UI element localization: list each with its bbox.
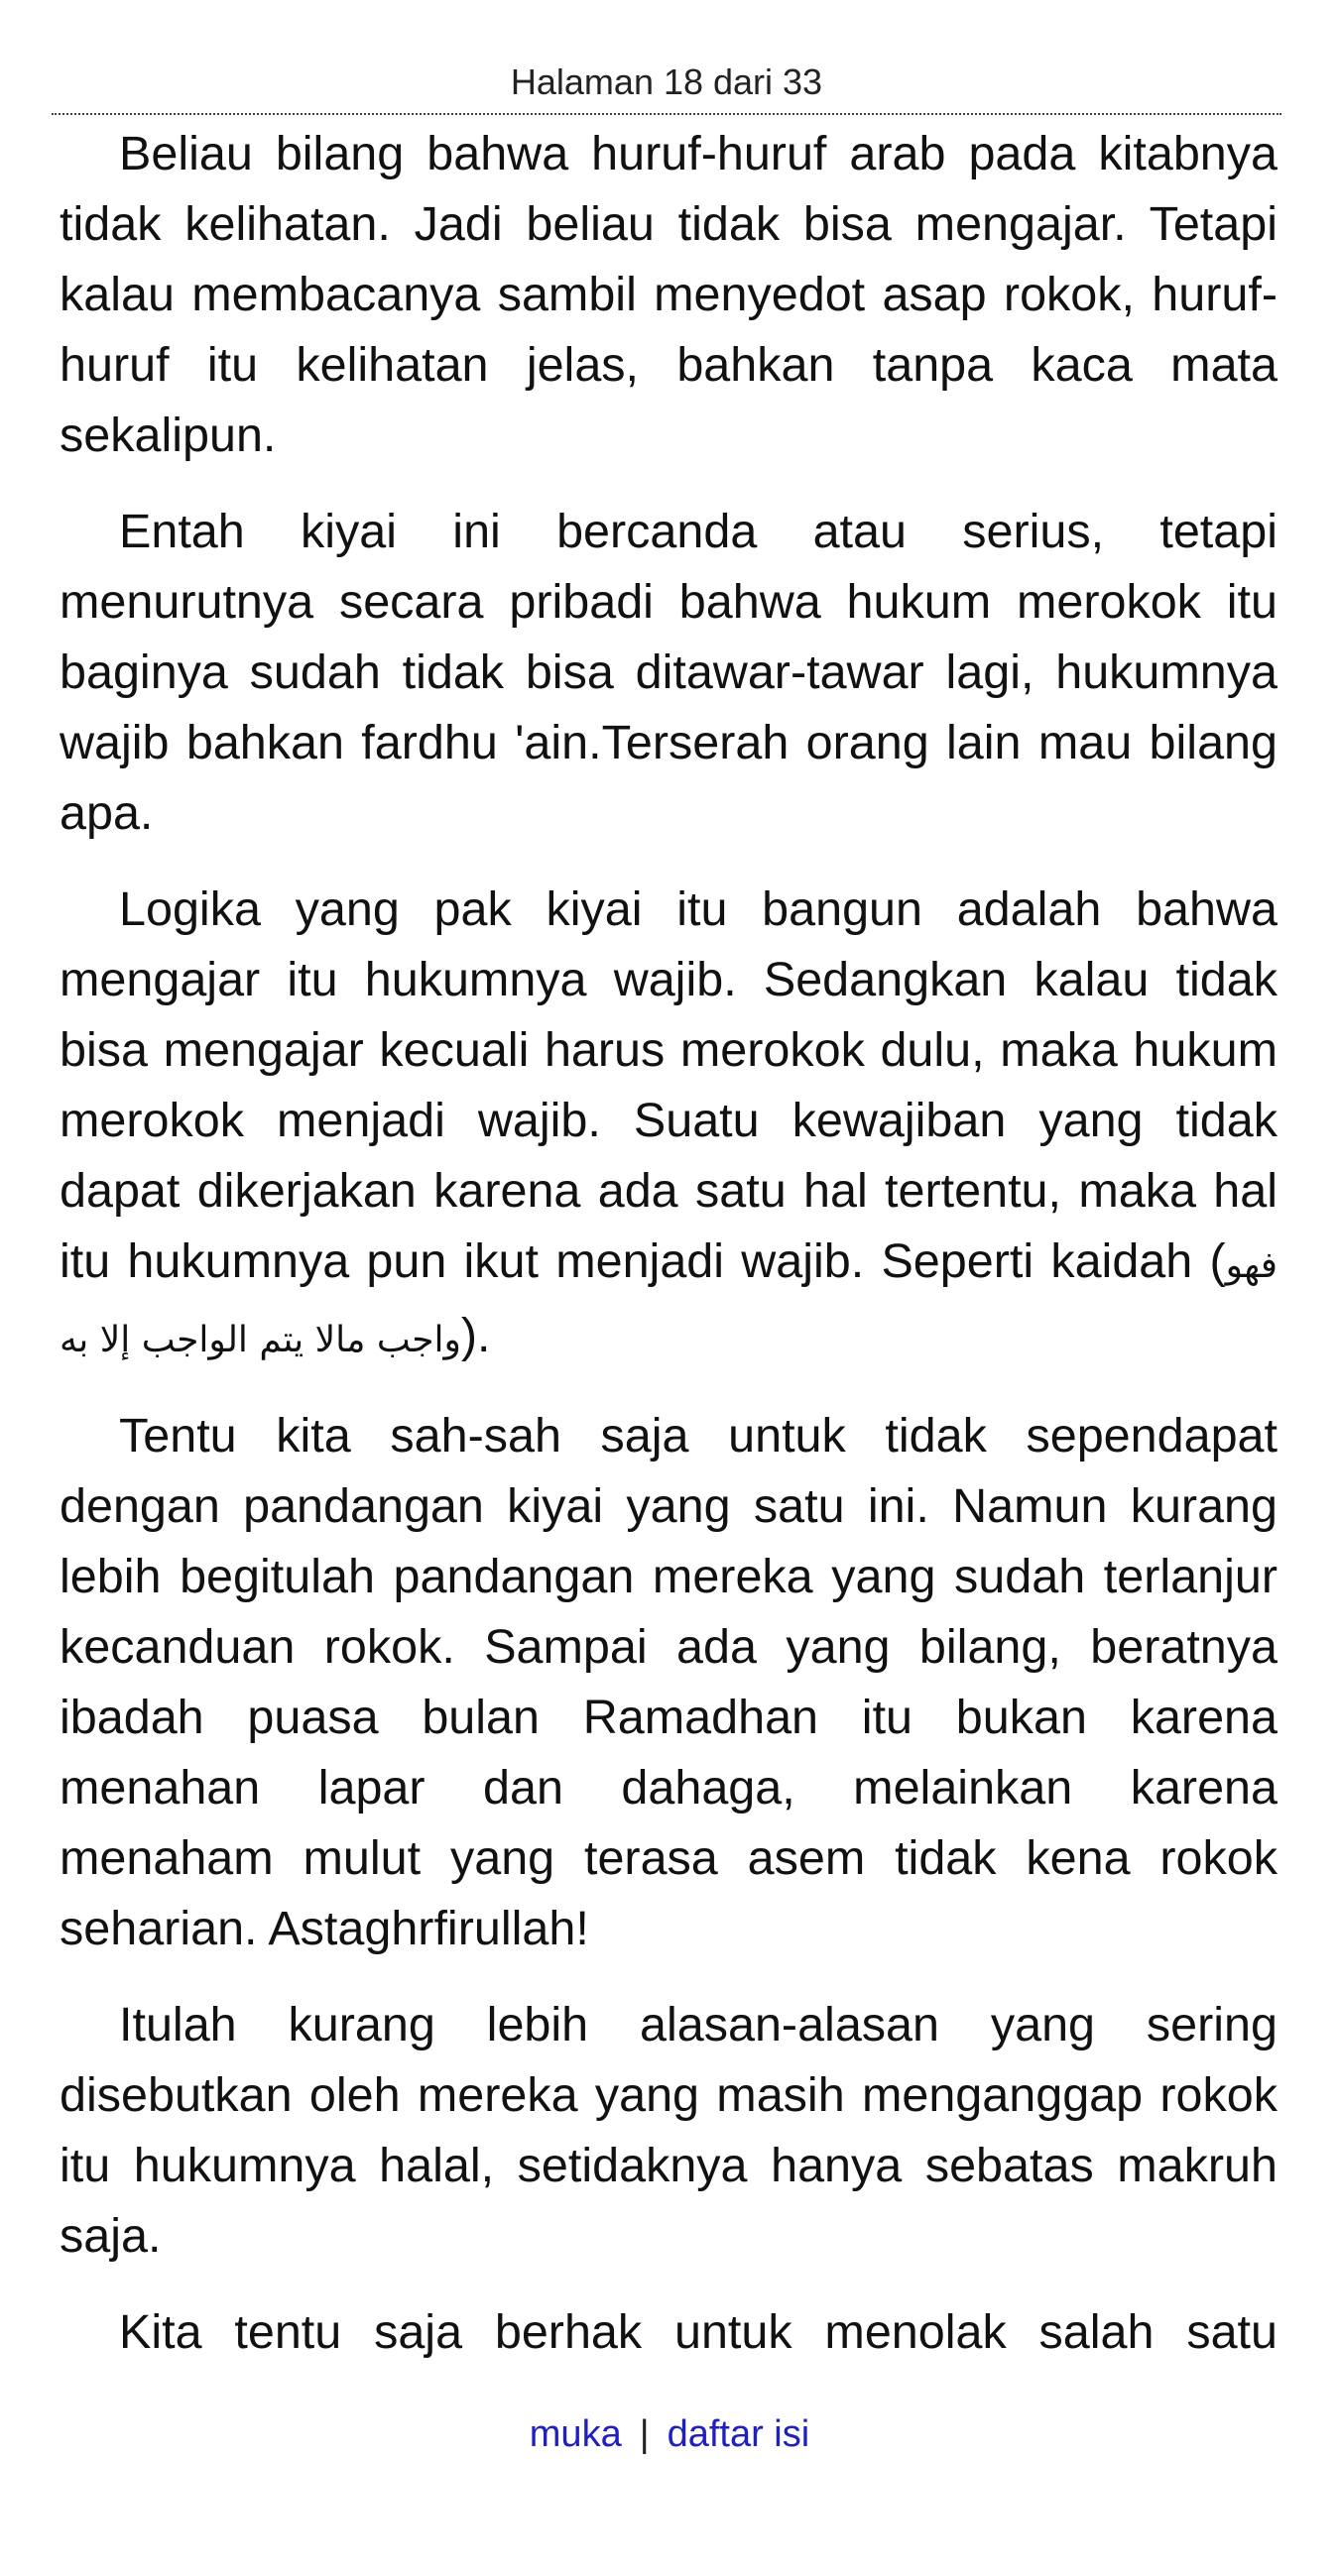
document-body [60, 119, 1278, 2394]
footer-navigation [0, 2407, 1339, 2461]
nav-separator: | [639, 2413, 650, 2455]
home-link[interactable]: muka [529, 2413, 622, 2455]
paragraph-1: Beliau bilang bahwa huruf-huruf arab pada kitabnya tidak kelihatan. Jadi beliau tidak bisa mengajar. Tetapi kalau membacanya sambil menyedot asap rokok, huruf-huruf itu kelihatan jelas, bahkan tanpa kaca mata sekalipun. [60, 127, 1278, 462]
paragraph-3-text-before: Logika yang pak kiyai itu bangun adalah bahwa mengajar itu hukumnya wajib. Sedangkan kalau tidak bisa mengajar kecuali harus merokok dulu, maka hukum merokok menjadi wajib. Suatu kewajiban yang tidak dapat dikerjakan karena ada satu hal tertentu, maka hal itu hukumnya pun ikut menjadi wajib. Seperti kaidah ( [60, 882, 1278, 1288]
paragraph-6: Kita tentu saja berhak untuk menolak salah satu [119, 2305, 1278, 2359]
paragraph-3-text-after: ). [460, 1309, 491, 1362]
paragraph-2: Entah kiyai ini bercanda atau serius, tetapi menurutnya secara pribadi bahwa hukum merokok itu baginya sudah tidak bisa ditawar-tawar lagi, hukumnya wajib bahkan fardhu 'ain.Terserah orang lain mau bilang apa. [60, 505, 1278, 840]
arabic-rule-text: فهو واجب مالا يتم الواجب إلا به [60, 1245, 1278, 1360]
paragraph-3 [60, 875, 1278, 1375]
paragraph-5: Itulah kurang lebih alasan-alasan yang sering disebutkan oleh mereka yang masih menganggap rokok itu hukumnya halal, setidaknya hanya sebatas makruh saja. [60, 1998, 1278, 2263]
paragraph-4: Tentu kita sah-sah saja untuk tidak sependapat dengan pandangan kiyai yang satu ini. Namun kurang lebih begitulah pandangan mereka yang sudah terlanjur kecanduan rokok. Sampai ada yang bilang, beratnya ibadah puasa bulan Ramadhan itu bukan karena menahan lapar dan dahaga, melainkan karena menaham mulut yang terasa asem tidak kena rokok seharian. Astaghrfirullah! [60, 1409, 1278, 1955]
page-indicator: Halaman 18 dari 33 [52, 58, 1281, 115]
table-of-contents-link[interactable]: daftar isi [667, 2413, 810, 2455]
